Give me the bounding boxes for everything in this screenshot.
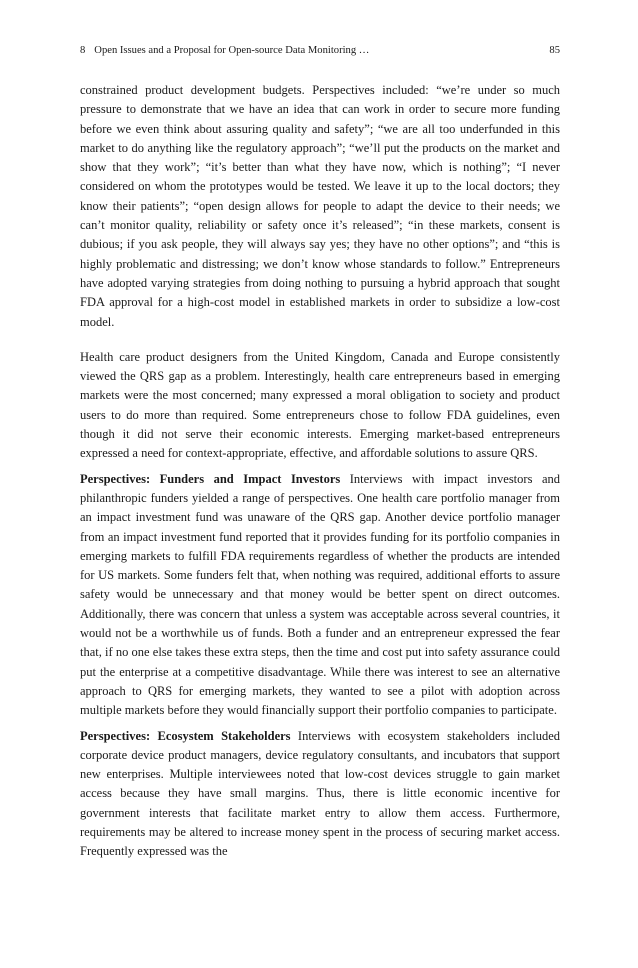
header-left: [80, 44, 369, 58]
page-number: 85: [549, 45, 560, 56]
funders-section-heading: Perspectives: Funders and Impact Investors: [80, 471, 341, 486]
running-header: [80, 44, 560, 58]
body-paragraph-2: Health care product designers from the United Kingdom, Canada and Europe consistently viewed the QRS gap as a problem. Interestingly, health care entrepreneurs based in emerging markets were the most concerned; many expressed a moral obligation to society and product users to do more than required. Some entrepreneurs chose to follow FDA guidelines, even though it did not serve their economic interests. Emerging market-based entrepreneurs expressed a need for context-appropriate, effective, and affordable solutions to assure QRS.: [80, 349, 560, 461]
ecosystem-section-text: Interviews with ecosystem stakeholders included corporate device product managers, device regulatory consultants, and incubators that support new enterprises. Multiple interviewees noted that low-cost devices struggle to gain market access because they have small margins. Thus, there is little economic incentive for government interests that facilitate market entry to allow them access. Furthermore, requirements may be altered to increase money spent in the process of securing market access. Frequently expressed was the: [80, 728, 560, 859]
funders-section-text: Interviews with impact investors and philanthropic funders yielded a range of perspectives. One health care portfolio manager from an impact investment fund was unaware of the QRS gap. Another device portfolio manager from an impact investment fund reported that it provides funding for its portfolio companies in emerging markets to fulfill FDA requirements regardless of whether the products are intended for US markets. Some funders felt that, when nothing was required, additional efforts to assure safety would be unnecessary and that money would be better spent on direct outcomes. Additionally, there was concern that unless a system was acceptable across several countries, it would not be a worthwhile us of funds. Both a funder and an entrepreneur expressed the fear that, if no one else takes these extra steps, then the time and cost put into safety assurance could put the enterprise at a competitive disadvantage. While there was interest to see an alternative approach to QRS for emerging markets, they wanted to see a pilot with adoption across multiple markets before they would financially support their portfolio companies to participate.: [80, 471, 560, 718]
ecosystem-section-paragraph: [80, 727, 560, 862]
chapter-number: 8: [80, 45, 86, 56]
page: [80, 44, 560, 862]
chapter-title: Open Issues and a Proposal for Open-source Data Monitoring …: [94, 45, 370, 56]
ecosystem-section-heading: Perspectives: Ecosystem Stakeholders: [80, 728, 291, 743]
funders-section-paragraph: [80, 470, 560, 721]
body-paragraph-1: constrained product development budgets. Perspectives included: “we’re under so much pressure to demonstrate that we have an idea that can work in order to secure more funding before we even think about assuring quality and safety”; “we are all too underfunded in this market to do anything like the regulatory approach”; “we’ll put the products on the market and show that they work”; “it’s better than what they have now, which is nothing”; “I never considered on whom the prototypes would be tested. We leave it up to the local doctors; they know their patients”; “open design allows for people to adapt the device to their needs; we can’t monitor quality, reliability or safety once it’s released”; “in these markets, consent is dubious; if you ask people, they will always say yes; they have no other options”; and “this is highly problematic and distressing; we don’t know whose standards to follow.” Entrepreneurs have adopted varying strategies from doing nothing to pursuing a hybrid approach that sought FDA approval for a high-cost model in established markets in order to subsidize a low-cost model.: [80, 83, 560, 329]
